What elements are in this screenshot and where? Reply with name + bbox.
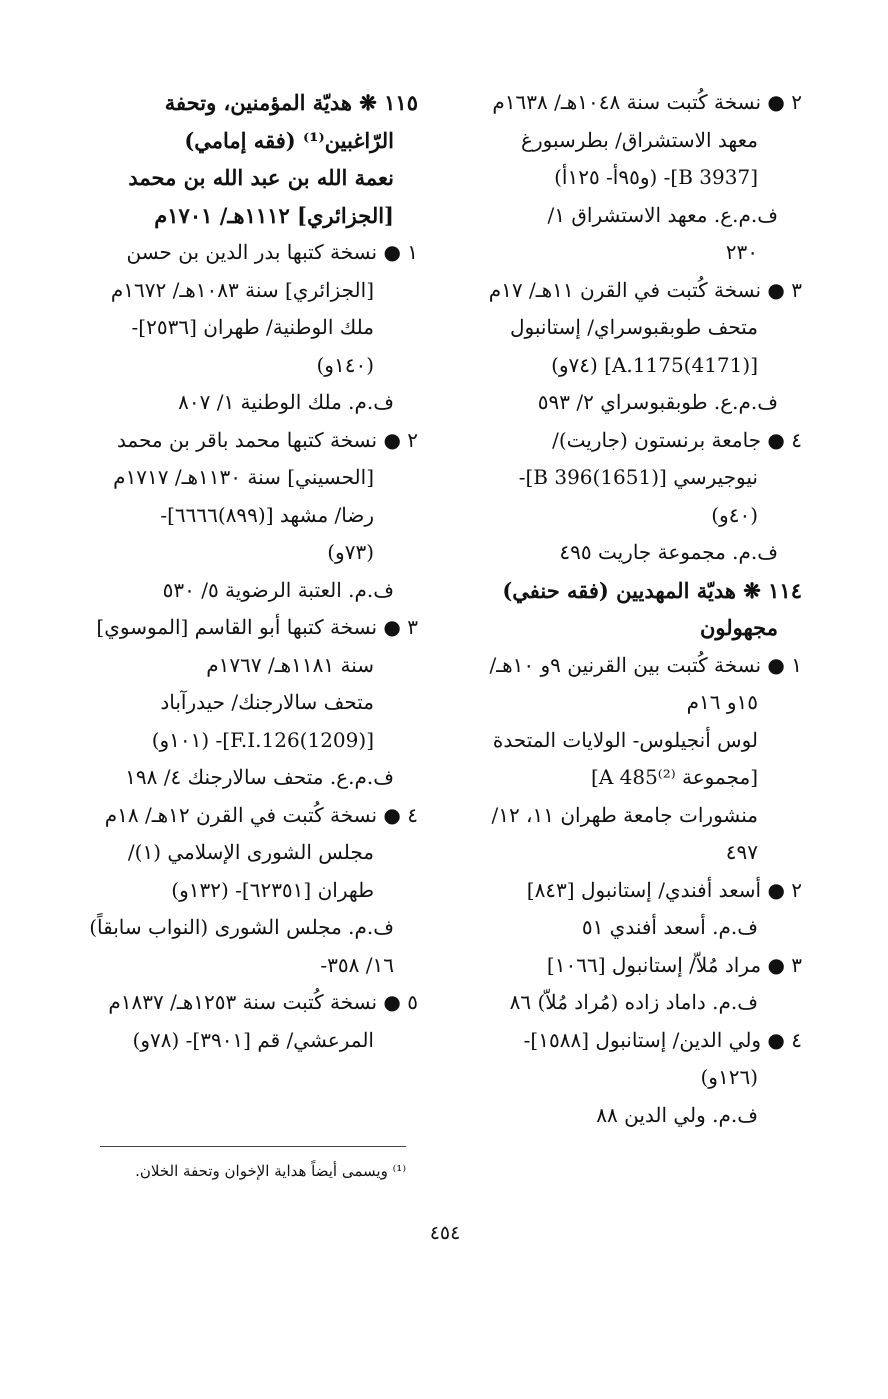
entry-line: ١٥و ١٦م xyxy=(686,690,758,714)
entry-line: ف.م. ملك الوطنية ١/ ٨٠٧ xyxy=(178,390,394,414)
footnote-divider xyxy=(100,1146,406,1147)
entry-line: ف.م. داماد زاده (مُراد مُلاّ) ٨٦ xyxy=(509,990,758,1014)
entry-line: لوس أنجيلوس- الولايات المتحدة xyxy=(492,727,758,752)
author-name: مجهولون xyxy=(699,615,778,640)
entry-line: متحف سالارجنك/ حيدرآباد xyxy=(160,690,374,714)
entry-line: ١ ● نسخة كتبها بدر الدين بن حسن xyxy=(126,240,418,264)
entry-line: ملك الوطنية/ طهران [٢٥٣٦]- xyxy=(131,315,374,339)
entry-line: ٢ ● نسخة كتبها محمد باقر بن محمد xyxy=(116,427,418,452)
entry-line: ٢ ● أسعد أفندي/ إستانبول [٨٤٣] xyxy=(526,877,802,902)
entry-line: ٤ ● نسخة كُتبت في القرن ١٢هـ/ ١٨م xyxy=(104,802,418,827)
entry-line: سنة ١١٨١هـ/ ١٧٦٧م xyxy=(206,652,374,677)
entry-heading: ١١٤ ❋ هديّة المهديين (فقه حنفي) xyxy=(502,577,802,603)
entry-line: [مجموعة A 485⁽²⁾] xyxy=(591,765,758,789)
entry-line: [الحسيني] سنة ١١٣٠هـ/ ١٧١٧م xyxy=(113,465,374,489)
right-column xyxy=(450,84,802,1134)
entry-line: ٣ ● نسخة كُتبت في القرن ١١هـ/ ١٧م xyxy=(488,277,802,302)
entry-line: طهران [٦٢٣٥١]- (١٣٢و) xyxy=(171,877,374,902)
entry-line: ٤٩٧ xyxy=(725,840,758,864)
entry-line: ١٦/ ٣٥٨- xyxy=(320,952,394,977)
entry-line: مجلس الشورى الإسلامي (١)/ xyxy=(127,840,374,864)
entry-line: منشورات جامعة طهران ١١، ١٢/ xyxy=(491,802,758,827)
footnote: ⁽¹⁾ ويسمى أيضاً هداية الإخوان وتحفة الخلان. xyxy=(135,1162,406,1180)
entry-line: [F.I.126(1209)]- (١٠١و) xyxy=(151,727,374,752)
entry-line: ٤ ● جامعة برنستون (جاريت)/ xyxy=(552,427,802,452)
entry-line: معهد الاستشراق/ بطرسبورغ xyxy=(521,127,758,152)
entry-line: [B 3937]- (و٩٥أ- ١٢٥أ) xyxy=(554,165,758,189)
page-number: ٤٥٤ xyxy=(429,1222,461,1244)
entry-line: ٥ ● نسخة كُتبت سنة ١٢٥٣هـ/ ١٨٣٧م xyxy=(108,990,418,1014)
entry-line: ف.م. ولي الدين ٨٨ xyxy=(596,1102,758,1127)
entry-line: ف.م. مجلس الشورى (النواب سابقاً) xyxy=(89,915,394,939)
entry-line: ف.م. مجموعة جاريت ٤٩٥ xyxy=(559,540,778,564)
entry-line: ف.م. العتبة الرضوية ٥/ ٥٣٠ xyxy=(162,577,394,602)
entry-line: ١ ● نسخة كُتبت بين القرنين ٩و ١٠هـ/ xyxy=(489,652,802,677)
entry-line: ف.م.ع. طوبقبوسراي ٢/ ٥٩٣ xyxy=(537,390,778,414)
author-name-continued: [الجزائري] ١١١٢هـ/ ١٧٠١م xyxy=(154,202,394,228)
entry-line: ٢٣٠ xyxy=(725,240,758,264)
entry-line: متحف طوبقبوسراي/ إستانبول xyxy=(509,315,758,339)
entry-line: (٤٠و) xyxy=(711,502,758,527)
entry-line: نيوجيرسي [B 396(1651)]- xyxy=(518,465,758,489)
entry-line: ٢ ● نسخة كُتبت سنة ١٠٤٨هـ/ ١٦٣٨م xyxy=(492,90,802,114)
entry-line: ف.م.ع. معهد الاستشراق ١/ xyxy=(547,202,778,227)
entry-line: المرعشي/ قم [٣٩٠١]- (٧٨و) xyxy=(132,1027,374,1052)
entry-line: (١٢٦و) xyxy=(700,1065,758,1089)
entry-heading: ١١٥ ❋ هديّة المؤمنين، وتحفة xyxy=(164,90,418,115)
entry-line: (٧٣و) xyxy=(327,540,374,564)
entry-line: [الجزائري] سنة ١٠٨٣هـ/ ١٦٧٢م xyxy=(110,277,374,302)
entry-line: ٤ ● ولي الدين/ إستانبول [١٥٨٨]- xyxy=(523,1027,802,1052)
entry-line: ف.م. أسعد أفندي ٥١ xyxy=(581,915,758,939)
entry-line: (١٤٠و) xyxy=(316,352,374,377)
entry-heading-continued: الرّاغبين⁽¹⁾ (فقه إمامي) xyxy=(184,127,394,153)
entry-line: [A.1175(4171)] (٧٤و) xyxy=(551,352,758,377)
entry-line: ف.م.ع. متحف سالارجنك ٤/ ١٩٨ xyxy=(125,765,394,789)
left-column xyxy=(66,84,418,1059)
entry-line: ٣ ● نسخة كتبها أبو القاسم [الموسوي] xyxy=(96,615,418,639)
entry-line: ٣ ● مراد مُلاّ/ إستانبول [١٠٦٦] xyxy=(546,952,802,977)
author-name: نعمة الله بن عبد الله بن محمد xyxy=(128,165,394,190)
entry-line: رضا/ مشهد [(٨٩٩)٦٦٦٦]- xyxy=(160,502,374,527)
